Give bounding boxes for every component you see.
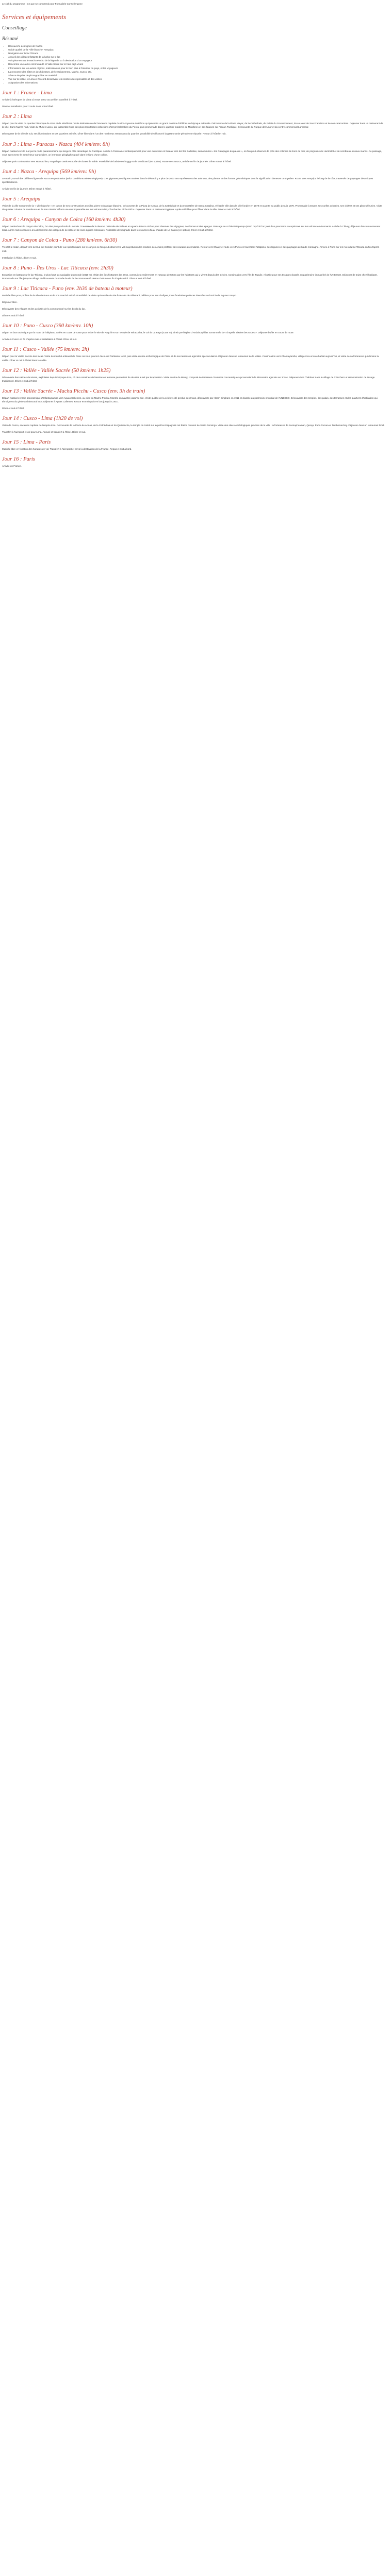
day-paragraph: Diner et installation pour 2 nuits dans votre hôtel. [2,105,54,108]
day-section [2,90,385,108]
day-paragraph: Matinée libre en fonction des horaires de vol. Transfert à l'aéroport et envol à destination de la France. Repas et nuit à bord. [2,448,132,451]
list-item: • Séance de prise de photographies en matériel [8,74,385,77]
day-section [2,388,385,410]
day-paragraph: Départ matinal vers le canyon de Colca, l'un des plus profonds du monde. Traversée de la réserve nationale de Salinas et Aguada Blanca où l'on peut observer des vigognes, des lamas et des alpagas. Passage au col de Patapampa (4910 m) d'où l'on jouit d'un panorama exceptionnel sur les volcans environnants. Arrivée à Chivay, déjeuner dans un restaurant local. Après-midi consacrée à la découverte des villages de la vallée et de leurs églises coloniales. Possibilité de baignade dans les sources d'eau chaude de La Calera (en option). Dîner et nuit à l'hôtel. [2,225,381,232]
day-paragraph: Transfert à l'aéroport et vol pour Lima. Accueil et transfert à l'hôtel. Dîner et nuit. [2,431,86,434]
day-paragraph: Découverte des salines de Maras, exploitées depuis l'époque inca, où des centaines de bassins en terrasse permettent de récolter le sel par évaporation. Visite du site de Moray, composé de terrasses circulaires concentriques qui servaient de laboratoire agricole aux Incas. Déjeuner chez l'habitant dans le village de Chinchero et démonstration de tissage traditionnel. Dîner et nuit à l'hôtel. [2,376,375,382]
day-paragraph: Départ en bus touristique par la route de l'altiplano. Arrêts en cours de route pour visiter le site de Raqchi et son temple de Wiracocha, le col de La Raya (4335 m), ainsi que l'église d'Andahuaylillas surnommée la « chapelle Sixtine des Andes ». Déjeuner buffet en cours de route. [2,331,294,334]
day-paragraph: Installation à l'hôtel, dîner et nuit. [2,256,37,259]
list-item: • Vue sur la vallée, le Lima et l'accord desservant les nombreuses spécialités et des visites [8,77,385,81]
day-section [2,415,385,434]
list-item: • Navigation sur le lac Titicaca [8,52,385,55]
day-title: Jour 7 : Canyon de Colca - Puno (280 km/env. 6h30) [2,238,117,244]
day-paragraph: Très tôt le matin, départ vers la Cruz del Condor, point de vue spectaculaire sur le canyon où l'on peut observer le vol majestueux des condors des Andes profitant des courants ascendants. Retour vers Chivay et route vers Puno en traversant l'altiplano, ses lagunes et ses paysages de haute montagne. Arrivée à Puno sur les rives du lac Titicaca en fin d'après-midi. [2,246,380,252]
day-title: Jour 10 : Puno - Cusco (390 km/env. 10h) [2,323,93,329]
document-page [0,0,387,476]
day-paragraph: Visite de Cusco, ancienne capitale de l'empire inca. Découverte de la Plaza de Armas, de la Cathédrale et du Qorikancha, le temple du Soleil sur lequel les Espagnols ont bâti le couvent de Santo Domingo. Visite des sites archéologiques proches de la ville : la forteresse de Sacsayhuaman, Qenqo, Puca Pucara et Tambomachay. Déjeuner dans un restaurant local. [2,424,385,427]
day-title: Jour 1 : France - Lima [2,90,52,96]
day-paragraph: Découverte des villages et des activités de la communauté sur les bords du lac. [2,308,86,311]
day-paragraph: Excursion en bateau sur le lac Titicaca, le plus haut lac navigable du monde (3810 m). Visite des îles flottantes des Uros, construites entièrement en roseaux de totora par les habitants qui y vivent depuis des siècles. Continuation vers l'île de Taquile, réputée pour ses tissages classés au patrimoine immatériel de l'UNESCO. Déjeuner de truite chez l'habitant. Promenade sur l'île jusqu'au village et découverte du mode de vie de la communauté. Retour à Puno en fin d'après-midi. Dîner et nuit à l'hôtel. [2,273,378,280]
day-section [2,196,385,211]
document-title: Le ciel du programme : Ce que se comprend pour Formalités Conseilengnee [2,3,83,5]
day-section [2,285,385,317]
services-list [2,44,385,84]
list-item: • Adaptation des informations [8,81,385,84]
list-item: • Vols piste en 4x4 le Machu Picchu de la légende ou à destination d'un voyageur [8,59,385,62]
day-title: Jour 6 : Arequipa - Canyon de Colca (160 km/env. 4h30) [2,217,126,223]
day-section [2,216,385,232]
list-item: • Guide qualité de la "ville blanche" Arequipa [8,48,385,52]
day-paragraph: Arrivée en fin de journée. Dîner et nuit à l'hôtel. [2,187,52,190]
day-paragraph: Arrivée en France. [2,465,22,468]
list-item: • Accueil des villages flottants de la lucha sur le lac [8,55,385,59]
day-title: Jour 13 : Vallée Sacrée - Machu Picchu - Cusco (env. 3h de train) [2,388,145,394]
list-item: • Informations sur les autres régions, intéressantes pour le bien plus à l'intérieur du pays, et les voyageurs [8,66,385,70]
day-title: Jour 11 : Cusco - Vallée (75 km/env. 2h) [2,347,89,353]
day-paragraph: Matinée libre pour profiter de la ville de Puno et de son marché animé. Possibilité de visite optionnelle du site funéraire de Sillustani, célèbre pour ses chullpas, tours funéraires préincas dressées au bord de la lagune Umayo. [2,294,237,297]
day-title: Jour 3 : Lima - Paracas - Nazca (404 km/env. 8h) [2,141,110,147]
day-title: Jour 2 : Lima [2,114,32,120]
day-section [2,456,385,468]
day-title: Jour 8 : Puno - Îles Uros - Lac Titicaca (env. 2h30) [2,265,113,271]
day-paragraph: Départ matinal en train panoramique d'Ollantaytambo vers Aguas Calientes, au pied du Machu Picchu. Montée en navette jusqu'au site. Visite guidée de la célèbre cité perdue des Incas, découverte par Hiram Bingham en 1911 et classée au patrimoine mondial de l'UNESCO. Découverte des temples, des palais, des terrasses et des quartiers d'habitation qui témoignent du génie architectural inca. Déjeuner à Aguas Calientes. Retour en train puis en bus jusqu'à Cusco. [2,396,378,403]
day-section [2,168,385,191]
list-item: • Découverte des lignes de Nazca [8,44,385,48]
day-section [2,367,385,383]
day-section [2,323,385,341]
day-paragraph: Visite de la ville surnommée la « ville blanche » en raison de ses constructions en sillar, pierre volcanique blanche. Découverte de la Plaza de Armas, de la Cathédrale et du monastère de Santa Catalina, véritable ville dans la ville fondée en 1579 et ouverte au public depuis 1970. Promenade à travers ses ruelles colorées, ses cloîtres et ses places fleuries. Visite du quartier colonial de Yanahuara et de son mirador offrant une vue imprenable sur les volcans Misti, Chachani et Pichu Pichu. Déjeuner dans un restaurant typique. Après-midi libre pour flâner dans la ville. Dîner et nuit à l'hôtel. [2,205,382,211]
day-title: Jour 15 : Lima - Paris [2,439,51,446]
day-paragraph: Dîner et nuit à l'hôtel. [2,314,25,317]
day-paragraph: Dîner et nuit à l'hôtel. [2,407,25,410]
list-item: • Rencontre une autre communauté et Valle Sacré sur le haut déjà vivant [8,62,385,66]
day-paragraph: Arrivée à Cusco en fin d'après-midi et installation à l'hôtel. Dîner et nuit. [2,338,77,341]
list-item: • La rencontre des hôtes et des hôtesses, de l'enseignement, Machu, Cusco, etc. [8,70,385,74]
day-section [2,237,385,259]
resume-heading: Résumé [2,36,19,42]
day-title: Jour 5 : Arequipa [2,196,41,202]
day-title: Jour 14 : Cusco - Lima (1h20 de vol) [2,416,83,422]
conseillage-heading: Conseillage [2,25,27,31]
day-title: Jour 16 : Paris [2,456,35,463]
day-section [2,265,385,280]
day-title: Jour 4 : Nazca - Arequipa (569 km/env. 9h) [2,168,96,175]
day-paragraph: Départ pour la Vallée Sacrée des Incas. Visite du marché artisanal de Pisac où vous pourrez découvrir l'artisanat local, puis visite du site archéologique de Pisac et de ses terrasses agricoles spectaculaires. Déjeuner dans un restaurant de la vallée. Continuation vers Ollantaytambo, village inca encore habité aujourd'hui, et visite de sa forteresse qui domine la vallée. Dîner et nuit à l'hôtel dans la vallée. [2,355,379,362]
day-paragraph: Départ pour la visite du quartier historique de Lima et de Miraflores. Visite intéressante de l'ancienne capitale du vice-royaume du Pérou qui présente un grand nombre d'édifices de l'époque coloniale. Découverte de la Plaza Mayor, de la Cathédrale, du Palais du Gouvernement, du couvent de San Francisco et de ses catacombes. Déjeuner dans un restaurant de la ville. Dans l'après-midi, visite du Musée Larco, qui rassemble l'une des plus importantes collections d'art précolombien du Pérou, puis promenade dans le quartier moderne de Miraflores et ses falaises sur l'océan Pacifique. Découverte du Parque del Amor et du centre commercial Larcomar. [2,122,383,129]
day-paragraph: Le matin, survol des célèbres lignes de Nazca en petit avion (selon conditions météorologiques). Ces gigantesques figures tracées dans le désert il y a plus de 2000 ans représentent des animaux, des plantes et des formes géométriques dont la signification demeure un mystère. Route vers Arequipa le long de la côte, traversée de paysages désertiques spectaculaires. [2,177,373,183]
day-section [2,113,385,135]
day-paragraph: Déjeuner libre. [2,301,18,303]
day-paragraph: Départ matinal vers le sud par la route panaméricaine qui longe la côte désertique du Pacifique. Arrivée à Paracas et embarquement pour une excursion en bateau vers les îles Ballestas, surnommées « les Galapagos du pauvre », où l'on peut observer de près des colonies de lions de mer, de pingouins de Humboldt et de nombreux oiseaux marins. Au passage, vous apercevrez le mystérieux Candélabre, un immense géoglyphe gravé dans le flanc d'une colline. [2,149,382,156]
day-paragraph: Déjeuner puis continuation vers Huacachina, magnifique oasis entourée de dunes de sable. Possibilité de balade en buggy et de sandboard (en option). Route vers Nazca, arrivée en fin de journée. Dîner et nuit à l'hôtel. [2,160,232,163]
day-section [2,141,385,163]
day-section [2,439,385,451]
day-paragraph: Découverte de la ville de nuit, ses illuminations et ses quartiers animés. Dîner libre dans l'un des nombreux restaurants du quartier, possibilité de découvrir la gastronomie péruvienne réputée. Retour à l'hôtel et nuit. [2,132,226,135]
services-heading: Services et équipements [2,13,67,21]
day-title: Jour 9 : Lac Titicaca - Puno (env. 2h30 de bateau à moteur) [2,285,133,292]
day-paragraph: Arrivée à l'aéroport de Lima où vous serez accueilli et transféré à l'hôtel. [2,98,78,101]
day-title: Jour 12 : Vallée - Vallée Sacrée (50 km/env. 1h25) [2,367,111,374]
day-section [2,346,385,362]
